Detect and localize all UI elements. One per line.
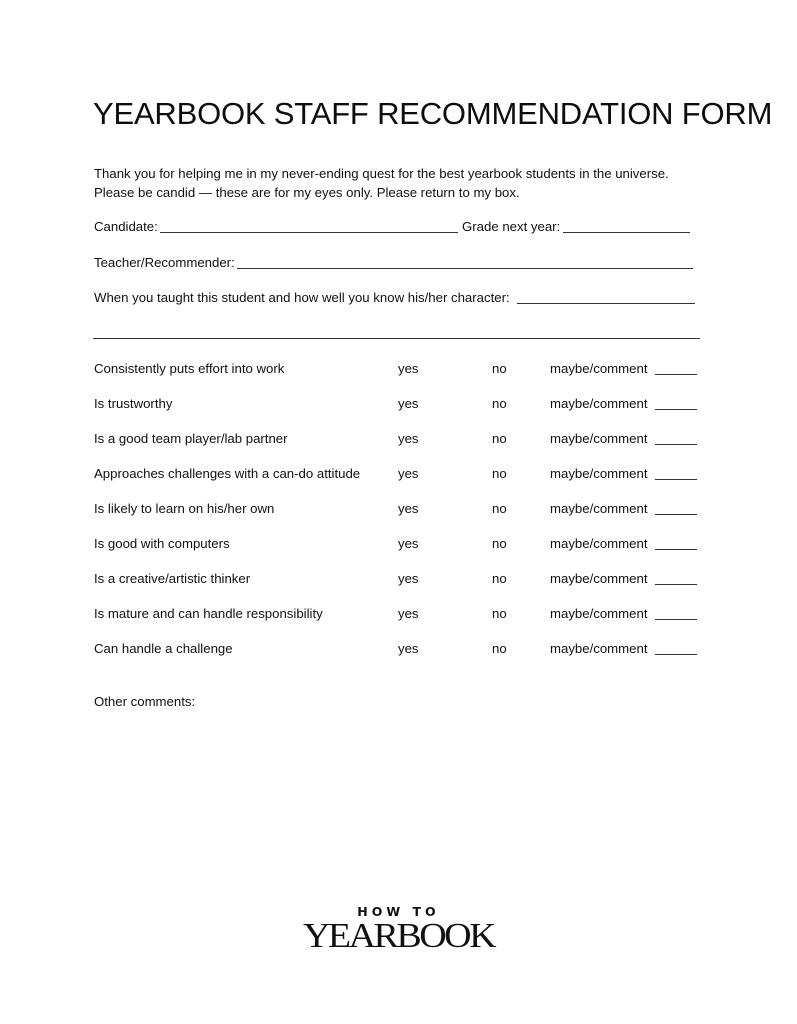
yes-option[interactable]: yes [398,641,419,656]
yes-option[interactable]: yes [398,536,419,551]
no-option[interactable]: no [492,466,507,481]
no-option[interactable]: no [492,361,507,376]
candidate-label: Candidate: [94,219,158,234]
maybe-option[interactable]: maybe/comment [550,361,648,376]
no-option[interactable]: no [492,396,507,411]
criterion-label: Consistently puts effort into work [94,361,285,376]
maybe-option[interactable]: maybe/comment [550,396,648,411]
criterion-label: Is good with computers [94,536,230,551]
grade-field[interactable] [563,232,690,233]
yes-option[interactable]: yes [398,466,419,481]
comment-field[interactable] [655,374,697,375]
comment-field[interactable] [655,479,697,480]
criterion-label: Can handle a challenge [94,641,233,656]
comment-field[interactable] [655,444,697,445]
yes-option[interactable]: yes [398,361,419,376]
yes-option[interactable]: yes [398,501,419,516]
grade-label: Grade next year: [462,219,561,234]
no-option[interactable]: no [492,606,507,621]
no-option[interactable]: no [492,431,507,446]
maybe-option[interactable]: maybe/comment [550,571,648,586]
comment-field[interactable] [655,654,697,655]
no-option[interactable]: no [492,536,507,551]
when-label: When you taught this student and how well you know his/her character: [94,290,510,305]
when-field-continuation[interactable] [93,338,700,339]
yes-option[interactable]: yes [398,571,419,586]
other-comments-label: Other comments: [94,694,196,709]
teacher-label: Teacher/Recommender: [94,255,235,270]
criterion-label: Is likely to learn on his/her own [94,501,275,516]
maybe-option[interactable]: maybe/comment [550,466,648,481]
maybe-option[interactable]: maybe/comment [550,431,648,446]
yes-option[interactable]: yes [398,431,419,446]
teacher-field[interactable] [237,268,693,269]
maybe-option[interactable]: maybe/comment [550,536,648,551]
when-field[interactable] [517,303,695,304]
logo-how-to-text: HOW TO [357,904,440,919]
criterion-label: Is a creative/artistic thinker [94,571,251,586]
criterion-label: Is trustworthy [94,396,173,411]
comment-field[interactable] [655,619,697,620]
criterion-label: Approaches challenges with a can-do attitude [94,466,361,481]
maybe-option[interactable]: maybe/comment [550,606,648,621]
candidate-field[interactable] [160,232,458,233]
criterion-label: Is mature and can handle responsibility [94,606,323,621]
comment-field[interactable] [655,514,697,515]
criterion-label: Is a good team player/lab partner [94,431,288,446]
maybe-option[interactable]: maybe/comment [550,641,648,656]
intro-line-2: Please be candid — these are for my eyes only. Please return to my box. [94,185,520,200]
comment-field[interactable] [655,549,697,550]
no-option[interactable]: no [492,571,507,586]
comment-field[interactable] [655,584,697,585]
logo-yearbook-text: YEARBOOK [302,916,495,956]
no-option[interactable]: no [492,501,507,516]
no-option[interactable]: no [492,641,507,656]
maybe-option[interactable]: maybe/comment [550,501,648,516]
other-comments-area[interactable] [94,716,700,876]
yes-option[interactable]: yes [398,606,419,621]
comment-field[interactable] [655,409,697,410]
page-title: YEARBOOK STAFF RECOMMENDATION FORM [93,96,773,131]
intro-line-1: Thank you for helping me in my never-ending quest for the best yearbook students in the universe. [94,166,669,181]
yes-option[interactable]: yes [398,396,419,411]
